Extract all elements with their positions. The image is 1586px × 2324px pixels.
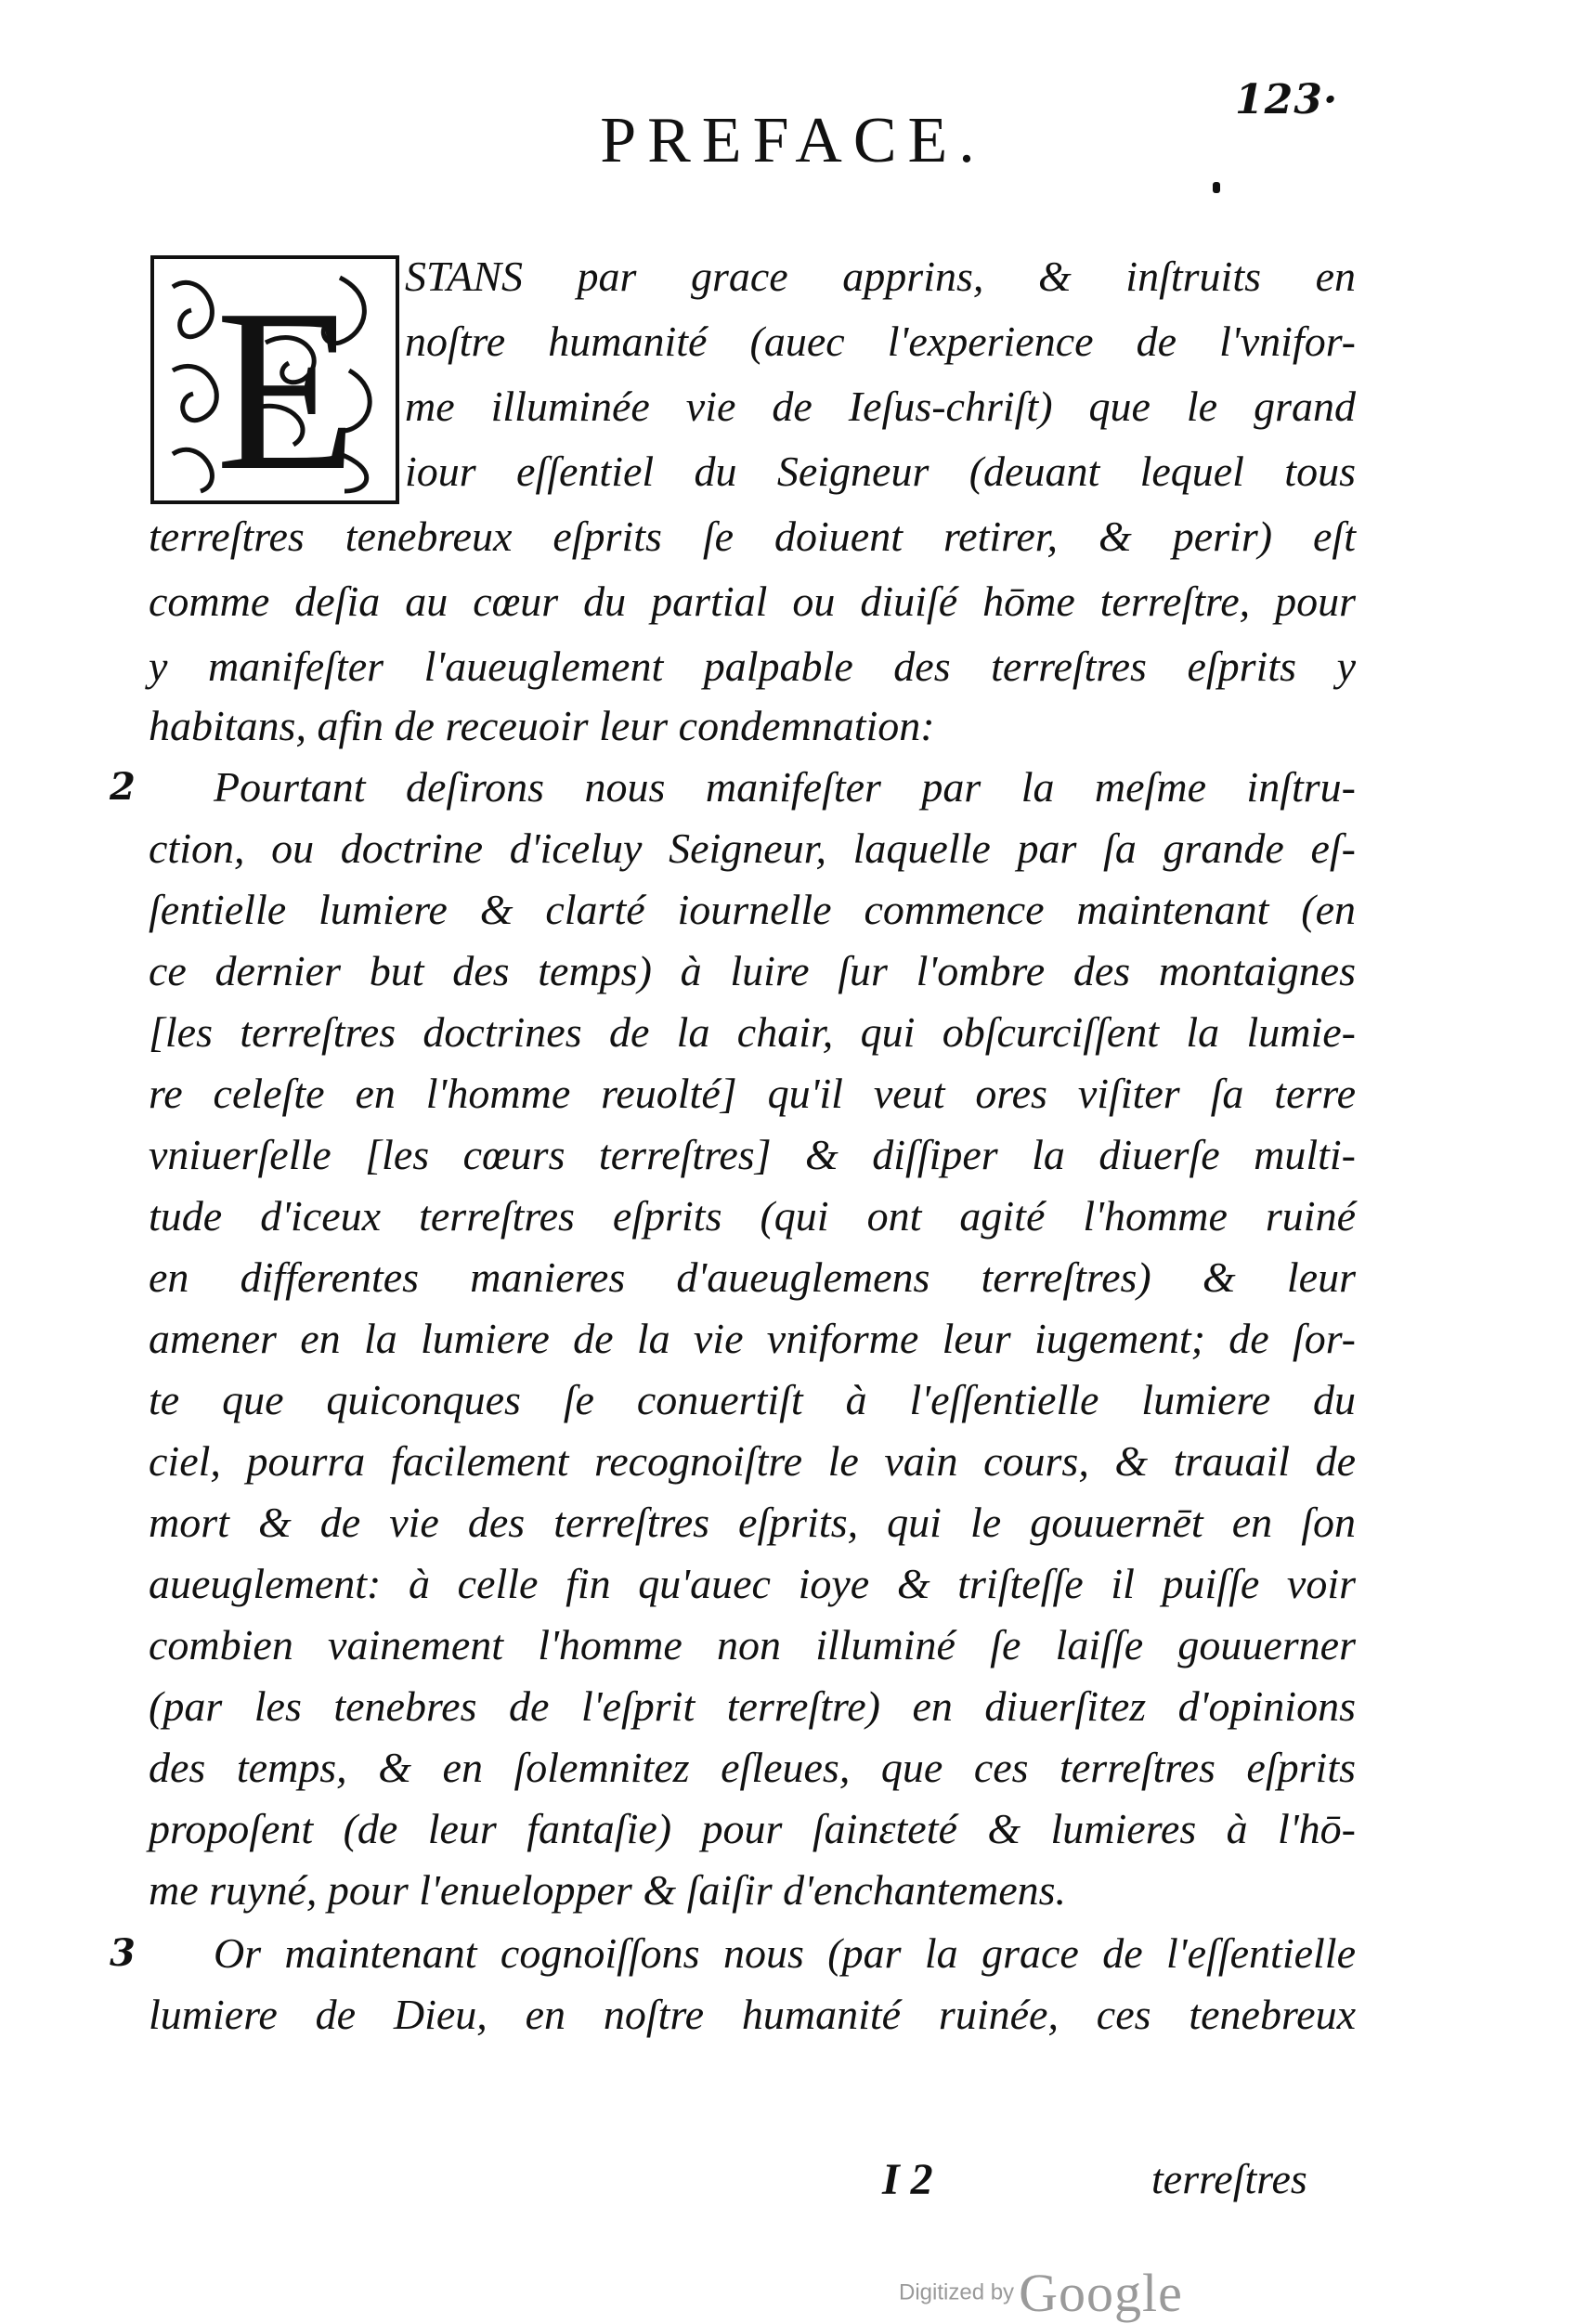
text-line: te que quiconques ſe conuertiſt à l'eſſentielle lumiere du	[149, 1376, 1356, 1423]
margin-number: 3	[110, 1931, 136, 1975]
text-line: en differentes manieres d'aueuglemens terreſtres) & leur	[149, 1253, 1356, 1301]
text-line: noſtre humanité (auec l'experience de l'vnifor-	[405, 318, 1356, 365]
text-line: comme deſia au cœur du partial ou diuiſé hōme terreſtre, pour	[149, 578, 1356, 625]
text-line: ction, ou doctrine d'iceluy Seigneur, laquelle par ſa grande eſ-	[149, 824, 1356, 872]
signature-mark: I 2	[882, 2155, 933, 2204]
google-logo: Google	[1019, 2263, 1183, 2323]
text-line: aueuglement: à celle fin qu'auec ioye & triſteſſe il puiſſe voir	[149, 1560, 1356, 1607]
text-line: terreſtres tenebreux eſprits ſe doiuent retirer, & perir) eſt	[149, 513, 1356, 560]
drop-cap	[150, 255, 399, 504]
text-line: y manifeſter l'aueuglement palpable des terreſtres eſprits y	[149, 643, 1356, 690]
text-line: Or maintenant cognoiſſons nous (par la grace de l'eſſentielle	[214, 1929, 1356, 1977]
margin-number: 2	[110, 765, 136, 809]
text-line: STANS par grace apprins, & inſtruits en	[405, 253, 1356, 300]
text-line: [les terreſtres doctrines de la chair, qui obſcurciſſent la lumie-	[149, 1008, 1356, 1056]
text-line: me illuminée vie de Ieſus-chriſt) que le grand	[405, 383, 1356, 430]
text-line: me ruyné, pour l'enuelopper & ſaiſir d'enchantemens.	[149, 1866, 1067, 1914]
text-line: propoſent (de leur fantaſie) pour ſainɛteté & lumieres à l'hō-	[149, 1805, 1356, 1852]
text-line: amener en la lumiere de la vie vniforme leur iugement; de ſor-	[149, 1315, 1356, 1362]
text-line: des temps, & en ſolemnitez eſleues, que ces terreſtres eſprits	[149, 1744, 1356, 1791]
watermark-prefix: Digitized by	[899, 2279, 1015, 2305]
drop-cap-letter: E	[215, 262, 358, 500]
text-line: ſentielle lumiere & clarté iournelle commence maintenant (en	[149, 886, 1356, 933]
ink-speck	[1213, 182, 1220, 193]
text-line: ce dernier but des temps) à luire ſur l'ombre des montaignes	[149, 947, 1356, 994]
page-title: PREFACE.	[600, 105, 986, 176]
text-line: vniuerſelle [les cœurs terreſtres] & diſſiper la diuerſe multi-	[149, 1131, 1356, 1178]
digitized-watermark	[899, 2262, 1183, 2324]
text-line: re celeſte en l'homme reuolté] qu'il veut ores viſiter ſa terre	[149, 1070, 1356, 1117]
text-line: Pourtant deſirons nous manifeſter par la meſme inſtru-	[214, 763, 1356, 811]
text-line: iour eſſentiel du Seigneur (deuant lequel tous	[405, 448, 1356, 495]
catchword: terreſtres	[1151, 2155, 1307, 2202]
text-line: habitans, afin de receuoir leur condemnation:	[149, 702, 935, 749]
text-line: ciel, pourra facilement recognoiſtre le vain cours, & trauail de	[149, 1437, 1356, 1485]
page-number: 123·	[1235, 76, 1339, 123]
ornament-icon	[154, 259, 396, 500]
text-line: mort & de vie des terreſtres eſprits, qui le gouuernēt en ſon	[149, 1499, 1356, 1546]
text-line: lumiere de Dieu, en noſtre humanité ruinée, ces tenebreux	[149, 1991, 1356, 2038]
text-line: tude d'iceux terreſtres eſprits (qui ont agité l'homme ruiné	[149, 1192, 1356, 1240]
text-line: combien vainement l'homme non illuminé ſe laiſſe gouuerner	[149, 1621, 1356, 1668]
text-line: (par les tenebres de l'eſprit terreſtre) en diuerſitez d'opinions	[149, 1682, 1356, 1730]
